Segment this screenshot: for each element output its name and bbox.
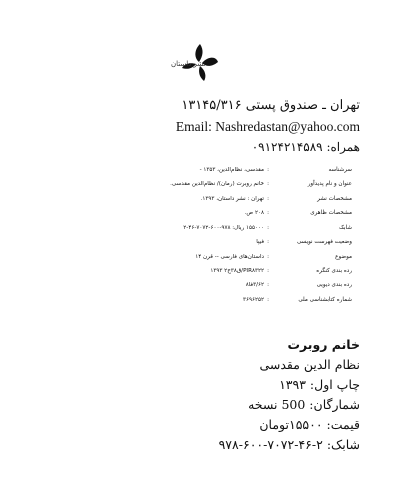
cip-row: [40, 167, 352, 177]
cip-row: [40, 239, 352, 249]
cip-value: PIR۸۳۲۲/ق۳۸خ۲ ۱۳۹۳: [210, 268, 264, 274]
cip-label: مشخصات نشر: [317, 196, 352, 202]
cip-row: [40, 196, 352, 206]
book-price: قیمت: ۱۵۵۰۰تومان: [259, 417, 360, 432]
cip-row: [40, 210, 352, 220]
cip-value: ۱۵۵۰۰۰ ریال: ۹۷۸-۶۰۰-۷۰۷۲-۴۶-۲: [183, 225, 264, 231]
cip-row: [40, 297, 352, 307]
book-author: نظام الدین مقدسی: [259, 357, 360, 372]
cip-colon: :: [267, 210, 269, 216]
cip-colon: :: [267, 196, 269, 202]
cip-label: مشخصات ظاهری: [310, 210, 352, 216]
cip-row: [40, 268, 352, 278]
cip-row: [40, 225, 352, 235]
cip-label: وضعیت فهرست نویسی: [296, 239, 352, 245]
cip-value: تهران : نشر داستان، ۱۳۹۳.: [200, 196, 264, 202]
mobile-number: همراه: ۰۹۱۲۴۲۱۴۵۸۹: [251, 140, 360, 154]
cip-row: [40, 181, 352, 191]
publisher-logo-text: نشر داستان: [171, 60, 206, 68]
book-title: خانم روبرت: [287, 337, 360, 352]
cip-row: [40, 282, 352, 292]
cip-value: فیپا: [256, 239, 264, 245]
cip-colon: :: [267, 297, 269, 303]
cip-colon: :: [267, 268, 269, 274]
email-address: Email: Nashredastan@yahoo.com: [175, 119, 360, 134]
cip-value: ۳/۶۲فا۸: [245, 282, 264, 288]
cip-colon: :: [267, 254, 269, 260]
cip-label: سرشناسه: [328, 167, 352, 173]
cip-colon: :: [267, 167, 269, 173]
postal-address: تهران ـ صندوق پستی ۱۳۱۴۵/۳۱۶: [181, 98, 360, 113]
cip-label: رده بندی دیویی: [316, 282, 352, 288]
cip-value: مقدسی، نظام‌الدین، ۱۳۵۳ -: [199, 167, 264, 173]
cip-value: خانم روبرت (رمان)/ نظام‌الدین مقدسی.: [170, 181, 264, 187]
cip-label: شابک: [339, 225, 352, 231]
cip-colon: :: [267, 282, 269, 288]
book-edition: چاپ اول: ۱۳۹۳: [279, 377, 360, 392]
cip-value: داستان‌های فارسی -- قرن ۱۴: [195, 254, 264, 260]
cip-colon: :: [267, 225, 269, 231]
cip-colon: :: [267, 239, 269, 245]
cip-value: ۳۶۹۶۲۵۲: [242, 297, 264, 303]
cip-label: موضوع: [335, 254, 352, 260]
cip-colon: :: [267, 181, 269, 187]
book-isbn: شابک: ۲-۴۶-۷۰۷۲-۶۰۰-۹۷۸: [218, 437, 360, 452]
cip-row: [40, 254, 352, 264]
book-print-run: شمارگان: 500 نسخه: [248, 397, 360, 412]
cip-label: رده بندی کنگره: [316, 268, 352, 274]
cip-value: ۲۰۸ ص.: [244, 210, 264, 216]
cip-label: عنوان و نام پدیدآور: [307, 181, 352, 187]
cip-label: شماره کتابشناسی ملی: [298, 297, 352, 303]
